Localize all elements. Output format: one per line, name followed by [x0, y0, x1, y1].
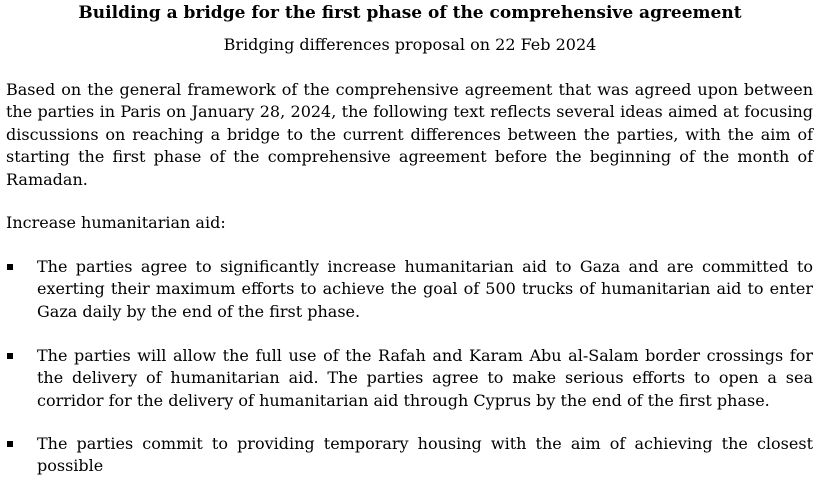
bullet-text: The parties will allow the full use of the Rafah and Karam Abu al-Salam border crossings for the delivery of humanitarian aid. The parties agree to make serious efforts to open a sea corridor for the delivery of humanitarian aid through Cyprus by the end of the first phase.: [37, 346, 813, 410]
document-title: Building a bridge for the first phase of the comprehensive agreement: [78, 3, 742, 23]
square-bullet-icon: [7, 264, 13, 270]
bullet-text: The parties commit to providing temporary housing with the aim of achieving the closest possible: [37, 434, 813, 476]
intro-paragraph: Based on the general framework of the comprehensive agreement that was agreed upon between the parties in Paris on January 28, 2024, the following text reflects several ideas aimed at focusing discussions on reaching a bridge to the current differences between the parties, with the aim of starting the first phase of the comprehensive agreement before the beginning of the month of Ramadan.: [6, 80, 813, 189]
square-bullet-icon: [7, 441, 13, 447]
bullet-text: The parties agree to significantly increase humanitarian aid to Gaza and are committed to exerting their maximum efforts to achieve the goal of 500 trucks of humanitarian aid to enter Gaza daily by the end of the first phase.: [37, 257, 813, 321]
section-heading-humanitarian-aid: Increase humanitarian aid:: [6, 213, 226, 232]
document-subtitle: Bridging differences proposal on 22 Feb 2024: [223, 35, 597, 54]
square-bullet-icon: [7, 353, 13, 359]
